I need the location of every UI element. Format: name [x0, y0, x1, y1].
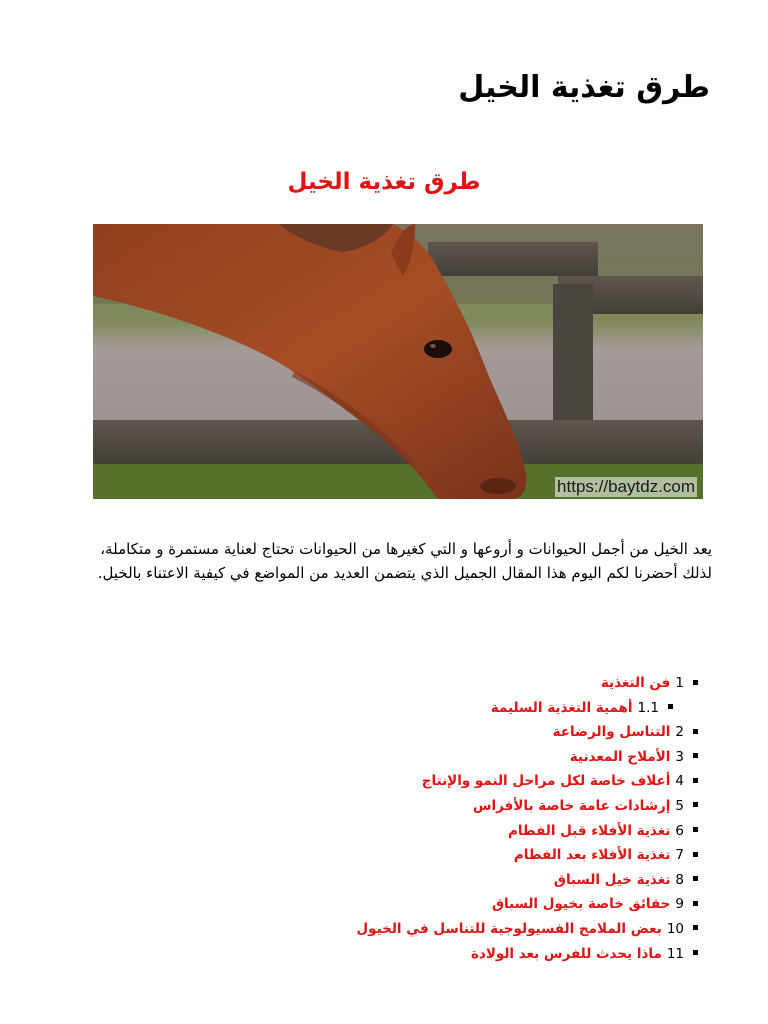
- toc-number: 1.1: [637, 699, 659, 716]
- toc-item: [98, 769, 698, 794]
- bullet-icon: [693, 950, 698, 955]
- toc-link[interactable]: بعض الملامح الفسيولوجية للتناسل في الخيول: [356, 920, 662, 937]
- toc-link[interactable]: أهمية التغذية السليمة: [490, 699, 633, 716]
- bullet-icon: [693, 901, 698, 906]
- image-watermark: https://baytdz.com: [557, 477, 695, 496]
- toc-link[interactable]: الأملاح المعدنية: [569, 748, 671, 765]
- toc-link[interactable]: إرشادات عامة خاصة بالأفراس: [472, 797, 671, 814]
- table-of-contents: [98, 671, 698, 966]
- toc-item: [98, 917, 698, 942]
- horse-photo: [93, 224, 703, 499]
- bullet-icon: [693, 876, 698, 881]
- toc-link[interactable]: فن التغذية: [600, 675, 671, 691]
- toc-link[interactable]: تغذية الأفلاء بعد الفطام: [513, 847, 671, 864]
- bullet-icon: [693, 729, 698, 734]
- toc-item: [98, 671, 698, 696]
- toc-item: [98, 794, 698, 819]
- toc-link[interactable]: أعلاف خاصة لكل مراحل النمو والإنتاج: [421, 773, 671, 790]
- toc-number: 8: [675, 871, 684, 888]
- toc-item: [98, 868, 698, 893]
- toc-number: 7: [675, 847, 684, 864]
- bullet-icon: [693, 802, 698, 807]
- toc-link[interactable]: التناسل والرضاعة: [552, 724, 671, 741]
- toc-number: 11: [666, 945, 684, 962]
- toc-number: 10: [666, 920, 684, 937]
- horse-illustration: [93, 224, 703, 499]
- toc-link[interactable]: حقائق خاصة بخيول السباق: [491, 896, 671, 913]
- toc-link[interactable]: ماذا يحدث للفرس بعد الولادة: [470, 945, 662, 962]
- bullet-icon: [693, 680, 698, 685]
- bullet-icon: [693, 778, 698, 783]
- toc-number: 1: [675, 675, 684, 691]
- article-heading: طرق تغذية الخيل: [287, 169, 481, 195]
- intro-paragraph: [52, 537, 712, 585]
- toc-number: 5: [675, 797, 684, 814]
- toc-number: 2: [675, 724, 684, 741]
- intro-line: يعد الخيل من أجمل الحيوانات و أروعها و التي كغيرها من الحيوانات تحتاج لعناية مستمرة و متكاملة،: [100, 540, 712, 558]
- toc-subitem: [98, 696, 698, 721]
- toc-item: [98, 720, 698, 745]
- toc-item: [98, 819, 698, 844]
- bullet-icon: [693, 852, 698, 857]
- toc-number: 6: [675, 822, 684, 839]
- toc-number: 3: [675, 748, 684, 765]
- toc-link[interactable]: تغذية الأفلاء قبل الفطام: [507, 822, 671, 839]
- bullet-icon: [693, 753, 698, 758]
- toc-item: [98, 843, 698, 868]
- toc-item: [98, 745, 698, 770]
- bullet-icon: [693, 827, 698, 832]
- bullet-icon: [668, 704, 673, 709]
- toc-number: 4: [675, 773, 684, 790]
- intro-line: لذلك أحضرنا لكم اليوم هذا المقال الجميل الذي يتضمن العديد من المواضع في كيفية الاعتناء بالخيل.: [97, 564, 712, 582]
- toc-link[interactable]: تغذية خيل السباق: [553, 871, 671, 888]
- toc-item: [98, 892, 698, 917]
- page-title: طرق تغذية الخيل: [458, 70, 710, 105]
- toc-item: [98, 942, 698, 967]
- bullet-icon: [693, 925, 698, 930]
- toc-number: 9: [675, 896, 684, 913]
